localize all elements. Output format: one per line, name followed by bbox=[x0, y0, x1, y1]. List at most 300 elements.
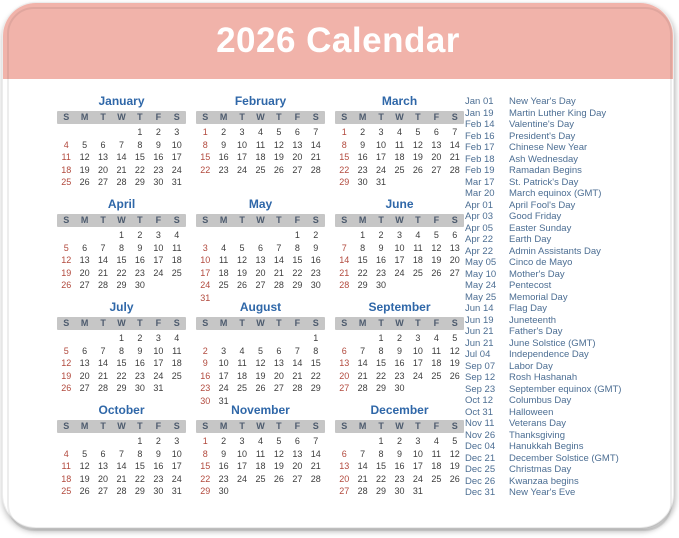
holiday-date: Sep 23 bbox=[465, 383, 496, 395]
day-cell: 14 bbox=[98, 358, 109, 368]
weekday-label: T bbox=[239, 421, 245, 431]
holiday-name: St. Patrick's Day bbox=[509, 176, 579, 188]
day-cell: 27 bbox=[98, 486, 109, 496]
days-grid bbox=[196, 126, 325, 176]
day-cell: 16 bbox=[394, 461, 405, 471]
day-cell: 18 bbox=[61, 164, 72, 175]
holiday-name: President's Day bbox=[509, 130, 576, 142]
day-cell: 13 bbox=[98, 461, 109, 471]
calendar-header-band bbox=[3, 3, 673, 79]
day-cell: 29 bbox=[376, 383, 387, 393]
day-cell: 28 bbox=[357, 486, 368, 496]
holiday-date: Dec 31 bbox=[465, 487, 496, 498]
weekday-label: F bbox=[294, 112, 301, 122]
holiday-row bbox=[465, 476, 673, 488]
weekday-label: S bbox=[341, 318, 348, 328]
day-cell: 9 bbox=[378, 242, 384, 253]
day-cell: 17 bbox=[237, 152, 248, 162]
day-cell: 31 bbox=[171, 486, 182, 496]
day-cell: 23 bbox=[200, 383, 211, 393]
day-cell: 5 bbox=[63, 242, 69, 253]
holiday-row bbox=[465, 154, 673, 166]
holiday-row bbox=[465, 188, 673, 200]
day-cell: 31 bbox=[218, 395, 229, 406]
holiday-date: Dec 25 bbox=[465, 464, 496, 475]
holiday-row bbox=[465, 292, 673, 304]
day-cell: 22 bbox=[116, 267, 127, 278]
holiday-name: Labor Day bbox=[509, 360, 553, 372]
day-cell: 5 bbox=[433, 230, 439, 240]
day-cell: 10 bbox=[171, 139, 182, 150]
day-cell: 28 bbox=[357, 383, 368, 393]
weekday-label: W bbox=[256, 421, 265, 431]
holiday-name: New Year's Day bbox=[509, 96, 576, 107]
holiday-date: May 05 bbox=[465, 257, 497, 268]
holiday-date: Apr 01 bbox=[465, 199, 493, 211]
month-title: June bbox=[385, 197, 414, 211]
day-cell: 27 bbox=[339, 383, 350, 393]
days-grid bbox=[196, 332, 325, 407]
holiday-row bbox=[465, 372, 673, 384]
day-cell: 15 bbox=[376, 461, 387, 471]
weekday-label: T bbox=[137, 112, 143, 122]
month-title: July bbox=[109, 300, 134, 314]
weekday-header-row bbox=[335, 420, 464, 433]
holiday-row bbox=[465, 119, 673, 131]
holiday-row bbox=[465, 487, 673, 499]
month-may bbox=[196, 198, 325, 301]
month-june bbox=[335, 198, 464, 301]
weekday-label: M bbox=[358, 215, 367, 225]
day-cell: 14 bbox=[357, 358, 368, 368]
day-cell: 8 bbox=[202, 139, 208, 150]
day-cell: 1 bbox=[341, 127, 347, 137]
weekday-label: W bbox=[395, 421, 404, 431]
days-grid bbox=[57, 435, 186, 498]
day-cell: 19 bbox=[449, 461, 460, 471]
weekday-label: S bbox=[312, 215, 319, 225]
day-cell: 17 bbox=[376, 152, 387, 162]
day-cell: 22 bbox=[292, 267, 303, 278]
day-cell: 20 bbox=[449, 255, 460, 265]
day-cell: 20 bbox=[292, 152, 303, 162]
day-cell: 29 bbox=[292, 280, 303, 290]
holiday-row bbox=[465, 464, 673, 476]
day-cell: 22 bbox=[376, 473, 387, 484]
holiday-row bbox=[465, 142, 673, 154]
day-cell: 4 bbox=[415, 230, 421, 240]
day-cell: 2 bbox=[360, 127, 366, 137]
day-cell: 24 bbox=[237, 473, 248, 484]
holiday-date: Apr 22 bbox=[465, 234, 493, 245]
day-cell: 9 bbox=[396, 448, 402, 459]
day-cell: 4 bbox=[63, 139, 69, 150]
day-cell: 23 bbox=[218, 164, 229, 175]
day-cell: 21 bbox=[449, 152, 460, 162]
day-cell: 9 bbox=[396, 345, 402, 356]
weekday-header-row bbox=[57, 214, 186, 227]
day-cell: 9 bbox=[137, 345, 143, 356]
day-cell: 2 bbox=[155, 436, 161, 446]
weekday-label: T bbox=[415, 421, 421, 431]
weekday-label: W bbox=[117, 215, 126, 225]
weekday-label: T bbox=[137, 318, 143, 328]
holiday-date: Sep 12 bbox=[465, 372, 496, 383]
day-cell: 23 bbox=[394, 473, 405, 484]
weekday-label: W bbox=[395, 215, 404, 225]
day-cell: 29 bbox=[134, 177, 145, 187]
day-cell: 7 bbox=[276, 242, 282, 253]
day-cell: 16 bbox=[153, 152, 164, 162]
day-cell: 12 bbox=[255, 358, 266, 368]
day-cell: 22 bbox=[339, 164, 350, 175]
day-cell: 19 bbox=[449, 358, 460, 368]
holiday-row bbox=[465, 349, 673, 361]
holiday-name: Cinco de Mayo bbox=[509, 257, 573, 268]
holiday-date: Dec 21 bbox=[465, 452, 496, 464]
day-cell: 30 bbox=[200, 395, 211, 406]
day-cell: 28 bbox=[449, 164, 460, 175]
day-cell: 14 bbox=[98, 255, 109, 265]
day-cell: 17 bbox=[412, 358, 423, 368]
weekday-label: W bbox=[117, 318, 126, 328]
day-cell: 9 bbox=[155, 448, 161, 459]
day-cell: 25 bbox=[171, 267, 182, 278]
holiday-date: Jun 14 bbox=[465, 303, 494, 314]
weekday-header-row bbox=[196, 111, 325, 124]
day-cell: 22 bbox=[116, 370, 127, 381]
weekday-label: S bbox=[63, 421, 70, 431]
day-cell: 14 bbox=[273, 255, 284, 265]
holiday-name: Hanukkah Begins bbox=[509, 441, 584, 452]
day-cell: 27 bbox=[449, 267, 460, 278]
days-grid bbox=[335, 435, 464, 498]
holiday-row bbox=[465, 430, 673, 442]
month-title: April bbox=[107, 197, 136, 211]
holiday-row bbox=[465, 257, 673, 269]
day-cell: 31 bbox=[153, 383, 164, 393]
day-cell: 7 bbox=[118, 139, 124, 150]
day-cell: 17 bbox=[237, 461, 248, 471]
day-cell: 23 bbox=[357, 164, 368, 175]
day-cell: 20 bbox=[79, 370, 90, 381]
day-cell: 21 bbox=[98, 267, 109, 278]
day-cell: 10 bbox=[153, 345, 164, 356]
holiday-date: Dec 26 bbox=[465, 475, 496, 487]
day-cell: 8 bbox=[118, 345, 124, 356]
holiday-name: Mother's Day bbox=[509, 268, 565, 280]
days-grid bbox=[335, 332, 464, 395]
day-cell: 10 bbox=[412, 345, 423, 356]
day-cell: 15 bbox=[200, 461, 211, 471]
day-cell: 30 bbox=[153, 177, 164, 187]
weekday-label: S bbox=[312, 318, 319, 328]
day-cell: 25 bbox=[61, 486, 72, 496]
holiday-name: Columbus Day bbox=[509, 395, 572, 406]
day-cell: 7 bbox=[313, 436, 319, 446]
weekday-label: S bbox=[202, 112, 209, 122]
day-cell: 5 bbox=[276, 436, 282, 446]
day-cell: 26 bbox=[412, 164, 423, 175]
day-cell: 18 bbox=[431, 358, 442, 368]
day-cell: 11 bbox=[172, 345, 182, 356]
day-cell: 1 bbox=[313, 333, 319, 343]
day-cell: 18 bbox=[171, 255, 182, 265]
weekday-header-row bbox=[335, 317, 464, 330]
day-cell: 2 bbox=[378, 230, 384, 240]
weekday-label: M bbox=[358, 318, 367, 328]
day-cell: 5 bbox=[257, 345, 263, 356]
day-cell: 4 bbox=[174, 230, 180, 240]
holiday-name: Flag Day bbox=[509, 303, 548, 314]
holiday-name: Easter Sunday bbox=[509, 222, 572, 234]
weekday-label: S bbox=[341, 215, 348, 225]
day-cell: 25 bbox=[61, 177, 72, 187]
month-title: November bbox=[231, 403, 290, 417]
day-cell: 4 bbox=[221, 242, 227, 253]
day-cell: 18 bbox=[255, 152, 266, 162]
weekday-label: W bbox=[395, 112, 404, 122]
weekday-label: M bbox=[358, 421, 367, 431]
day-cell: 8 bbox=[360, 242, 366, 253]
day-cell: 25 bbox=[218, 280, 229, 290]
day-cell: 22 bbox=[134, 473, 145, 484]
day-cell: 12 bbox=[79, 461, 90, 471]
weekday-label: S bbox=[202, 421, 209, 431]
weekday-label: F bbox=[433, 318, 440, 328]
weekday-label: M bbox=[219, 215, 228, 225]
day-cell: 2 bbox=[221, 127, 227, 137]
day-cell: 5 bbox=[415, 127, 421, 137]
day-cell: 12 bbox=[449, 448, 460, 459]
day-cell: 15 bbox=[310, 358, 321, 368]
holiday-date: Oct 31 bbox=[465, 406, 493, 418]
day-cell: 7 bbox=[341, 242, 347, 253]
holiday-name: March equinox (GMT) bbox=[509, 188, 602, 199]
day-cell: 6 bbox=[294, 436, 300, 446]
weekday-label: T bbox=[378, 215, 384, 225]
day-cell: 13 bbox=[339, 461, 350, 471]
holiday-name: September equinox (GMT) bbox=[509, 383, 622, 395]
day-cell: 27 bbox=[79, 280, 90, 290]
month-title: October bbox=[98, 403, 145, 417]
day-cell: 20 bbox=[339, 473, 350, 484]
holiday-row bbox=[465, 234, 673, 246]
weekday-header-row bbox=[57, 420, 186, 433]
weekday-header-row bbox=[196, 420, 325, 433]
day-cell: 9 bbox=[313, 242, 319, 253]
weekday-label: F bbox=[294, 215, 301, 225]
day-cell: 16 bbox=[134, 358, 145, 368]
weekday-label: F bbox=[433, 215, 440, 225]
weekday-label: T bbox=[100, 421, 106, 431]
day-cell: 31 bbox=[200, 292, 211, 303]
day-cell: 27 bbox=[255, 280, 266, 290]
day-cell: 13 bbox=[255, 255, 266, 265]
day-cell: 21 bbox=[357, 473, 368, 484]
day-cell: 18 bbox=[61, 473, 72, 484]
day-cell: 30 bbox=[310, 280, 321, 290]
holiday-row bbox=[465, 418, 673, 430]
day-cell: 27 bbox=[339, 486, 350, 496]
holiday-name: December Solstice (GMT) bbox=[509, 452, 619, 464]
day-cell: 26 bbox=[61, 383, 72, 393]
day-cell: 25 bbox=[255, 164, 266, 175]
holiday-date: Feb 18 bbox=[465, 153, 495, 165]
day-cell: 11 bbox=[394, 139, 405, 150]
month-title: March bbox=[381, 94, 418, 108]
day-cell: 18 bbox=[171, 358, 182, 368]
day-cell: 21 bbox=[273, 267, 284, 278]
weekday-label: W bbox=[256, 215, 265, 225]
day-cell: 9 bbox=[202, 358, 208, 368]
day-cell: 24 bbox=[200, 280, 211, 290]
day-cell: 11 bbox=[218, 255, 229, 265]
day-cell: 28 bbox=[310, 164, 321, 175]
day-cell: 3 bbox=[221, 345, 227, 356]
day-cell: 17 bbox=[171, 461, 182, 471]
months-grid bbox=[57, 95, 464, 507]
day-cell: 17 bbox=[153, 255, 164, 265]
day-cell: 19 bbox=[273, 152, 284, 162]
day-cell: 22 bbox=[200, 473, 211, 484]
holiday-date: Apr 22 bbox=[465, 245, 493, 257]
weekday-label: F bbox=[433, 421, 440, 431]
holiday-row bbox=[465, 96, 673, 108]
holiday-name: Earth Day bbox=[509, 234, 552, 245]
day-cell: 23 bbox=[376, 267, 387, 278]
month-title: August bbox=[239, 300, 282, 314]
day-cell: 28 bbox=[98, 280, 109, 290]
holiday-name: Kwanzaa begins bbox=[509, 475, 579, 487]
day-cell: 19 bbox=[255, 370, 266, 381]
weekday-label: T bbox=[378, 318, 384, 328]
day-cell: 22 bbox=[200, 164, 211, 175]
day-cell: 31 bbox=[376, 177, 387, 187]
weekday-label: T bbox=[378, 112, 384, 122]
weekday-label: T bbox=[276, 215, 282, 225]
day-cell: 21 bbox=[339, 267, 350, 278]
day-cell: 3 bbox=[415, 333, 421, 343]
holiday-date: May 24 bbox=[465, 280, 497, 291]
day-cell: 28 bbox=[292, 383, 303, 393]
day-cell: 31 bbox=[412, 486, 423, 496]
day-cell: 4 bbox=[433, 333, 439, 343]
day-cell: 8 bbox=[294, 242, 300, 253]
holiday-date: Oct 12 bbox=[465, 395, 493, 406]
day-cell: 3 bbox=[155, 230, 161, 240]
day-cell: 1 bbox=[137, 436, 143, 446]
holiday-date: May 25 bbox=[465, 291, 497, 303]
days-grid bbox=[57, 229, 186, 292]
day-cell: 12 bbox=[412, 139, 423, 150]
day-cell: 2 bbox=[202, 345, 208, 356]
day-cell: 18 bbox=[394, 152, 405, 162]
day-cell: 16 bbox=[200, 370, 211, 381]
day-cell: 31 bbox=[171, 177, 182, 187]
day-cell: 2 bbox=[137, 333, 143, 343]
month-november bbox=[196, 404, 325, 507]
day-cell: 17 bbox=[218, 370, 229, 381]
day-cell: 8 bbox=[378, 345, 384, 356]
month-july bbox=[57, 301, 186, 404]
day-cell: 13 bbox=[339, 358, 350, 368]
day-cell: 17 bbox=[171, 152, 182, 162]
weekday-label: F bbox=[155, 215, 162, 225]
day-cell: 16 bbox=[134, 255, 145, 265]
weekday-label: T bbox=[415, 112, 421, 122]
weekday-label: S bbox=[63, 318, 70, 328]
day-cell: 13 bbox=[449, 242, 460, 253]
weekday-label: T bbox=[276, 318, 282, 328]
day-cell: 7 bbox=[118, 448, 124, 459]
holiday-date: Jan 19 bbox=[465, 107, 494, 119]
day-cell: 11 bbox=[61, 152, 71, 162]
day-cell: 26 bbox=[273, 164, 284, 175]
weekday-label: S bbox=[341, 421, 348, 431]
weekday-label: S bbox=[173, 318, 180, 328]
weekday-label: S bbox=[451, 215, 458, 225]
day-cell: 2 bbox=[155, 127, 161, 137]
day-cell: 4 bbox=[257, 436, 263, 446]
day-cell: 23 bbox=[394, 370, 405, 381]
day-cell: 30 bbox=[134, 280, 145, 290]
day-cell: 23 bbox=[310, 267, 321, 278]
day-cell: 3 bbox=[202, 242, 208, 253]
day-cell: 25 bbox=[431, 473, 442, 484]
holiday-row bbox=[465, 384, 673, 396]
weekday-header-row bbox=[335, 214, 464, 227]
day-cell: 19 bbox=[79, 164, 90, 175]
day-cell: 20 bbox=[339, 370, 350, 381]
holiday-name: Ramadan Begins bbox=[509, 165, 582, 176]
day-cell: 19 bbox=[237, 267, 248, 278]
day-cell: 21 bbox=[98, 370, 109, 381]
day-cell: 7 bbox=[100, 345, 106, 356]
day-cell: 11 bbox=[431, 448, 442, 459]
day-cell: 30 bbox=[153, 486, 164, 496]
day-cell: 7 bbox=[294, 345, 300, 356]
day-cell: 26 bbox=[79, 177, 90, 187]
day-cell: 22 bbox=[376, 370, 387, 381]
day-cell: 27 bbox=[273, 383, 284, 393]
day-cell: 24 bbox=[171, 473, 182, 484]
holiday-row bbox=[465, 165, 673, 177]
day-cell: 25 bbox=[237, 383, 248, 393]
day-cell: 9 bbox=[155, 139, 161, 150]
day-cell: 20 bbox=[98, 473, 109, 484]
day-cell: 14 bbox=[357, 461, 368, 471]
day-cell: 2 bbox=[221, 436, 227, 446]
day-cell: 8 bbox=[202, 448, 208, 459]
day-cell: 21 bbox=[310, 461, 321, 471]
day-cell: 7 bbox=[360, 448, 366, 459]
day-cell: 3 bbox=[239, 127, 245, 137]
weekday-header-row bbox=[335, 111, 464, 124]
day-cell: 21 bbox=[310, 152, 321, 162]
day-cell: 24 bbox=[394, 267, 405, 278]
calendar-year-title: 2026 Calendar bbox=[216, 21, 460, 60]
days-grid bbox=[335, 126, 464, 189]
day-cell: 8 bbox=[341, 139, 347, 150]
weekday-label: W bbox=[117, 112, 126, 122]
day-cell: 16 bbox=[153, 461, 164, 471]
day-cell: 26 bbox=[255, 383, 266, 393]
weekday-label: T bbox=[137, 215, 143, 225]
day-cell: 30 bbox=[357, 177, 368, 187]
day-cell: 20 bbox=[79, 267, 90, 278]
holiday-date: Feb 17 bbox=[465, 142, 495, 153]
